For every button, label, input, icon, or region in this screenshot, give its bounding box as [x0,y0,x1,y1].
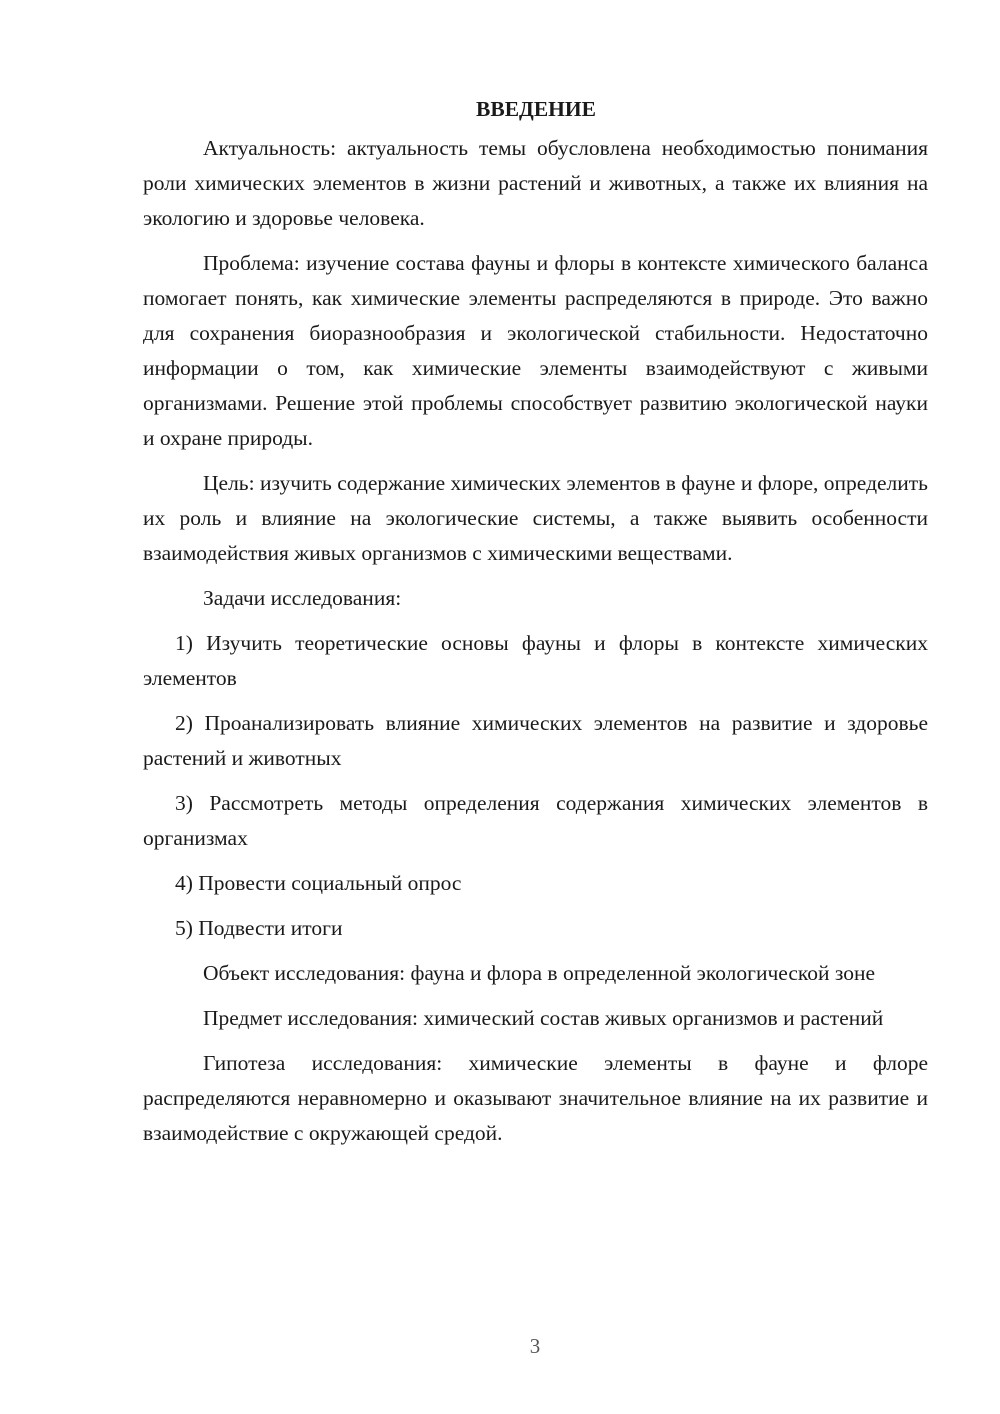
page-number: 3 [529,1334,541,1358]
task-item-3: 3) Рассмотреть методы определения содержания химических элементов в организмах [143,791,928,850]
object-paragraph: Объект исследования: фауна и флора в определенной экологической зоне [203,961,876,985]
subject-paragraph: Предмет исследования: химический состав живых организмов и растений [203,1006,884,1030]
document-page [143,92,928,1161]
relevance-paragraph: Актуальность: актуальность темы обусловлена необходимостью понимания роли химических элементов в жизни растений и животных, а также их влияния на экологию и здоровье человека. [143,136,928,230]
hypothesis-paragraph: Гипотеза исследования: химические элементы в фауне и флоре распределяются неравномерно и оказывают значительное влияние на их развитие и взаимодействие с окружающей средой. [143,1051,928,1145]
tasks-title: Задачи исследования: [203,586,402,610]
task-item-2: 2) Проанализировать влияние химических элементов на развитие и здоровье растений и животных [143,711,928,770]
task-item-1: 1) Изучить теоретические основы фауны и флоры в контексте химических элементов [143,631,928,690]
section-heading: ВВЕДЕНИЕ [476,97,596,121]
task-item-5: 5) Подвести итоги [175,916,343,940]
goal-paragraph: Цель: изучить содержание химических элементов в фауне и флоре, определить их роль и влияние на экологические системы, а также выявить особенности взаимодействия живых организмов с химическими веществами. [143,471,928,565]
problem-paragraph: Проблема: изучение состава фауны и флоры в контексте химического баланса помогает понять, как химические элементы распределяются в природе. Это важно для сохранения биоразнообразия и экологической стабильности. Недостаточно информации о том, как химические элементы взаимодействуют с живыми организмами. Решение этой проблемы способствует развитию экологической науки и охране природы. [143,251,928,450]
task-item-4: 4) Провести социальный опрос [175,871,462,895]
